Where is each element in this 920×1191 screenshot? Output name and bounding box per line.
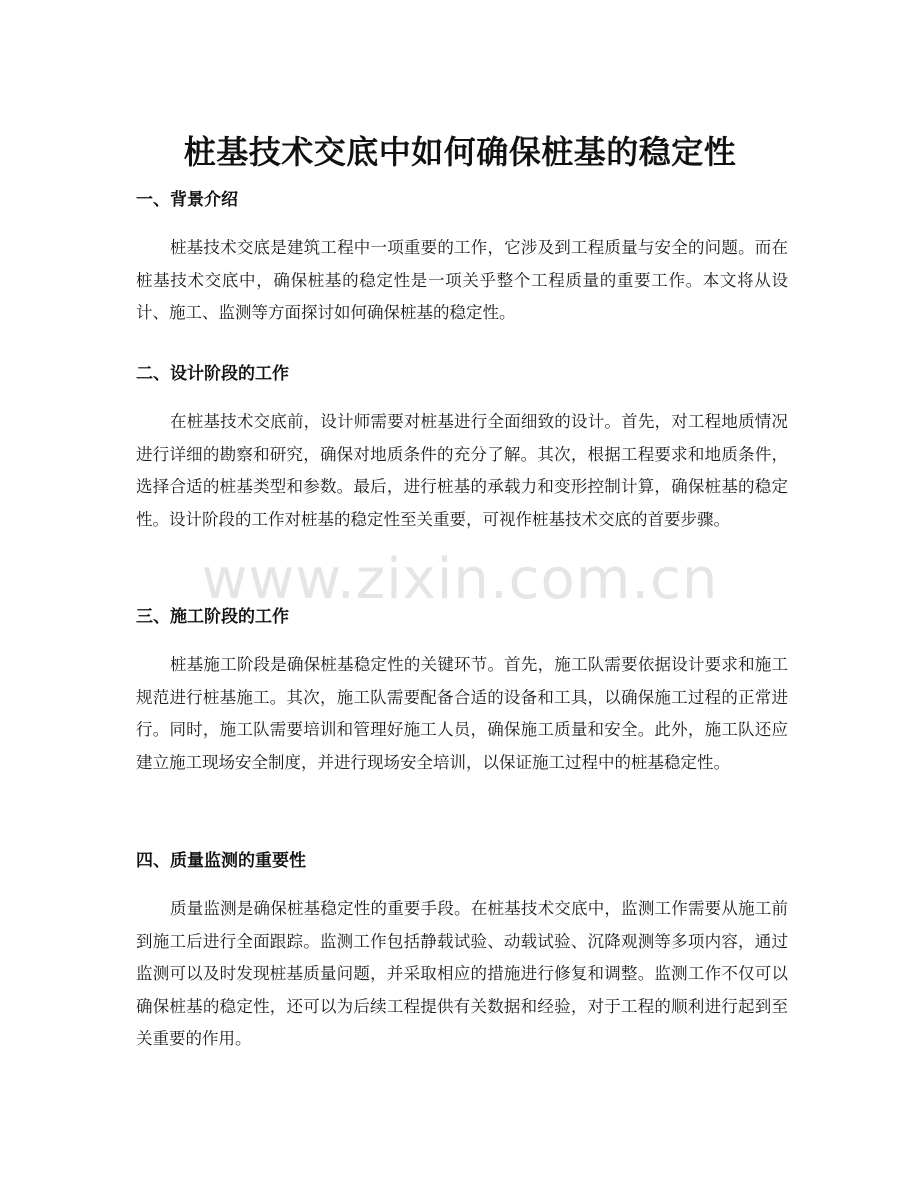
- section-heading: 二、设计阶段的工作: [136, 364, 289, 384]
- section-design-stage: [136, 362, 788, 536]
- watermark: www.zixin.com.cn: [201, 547, 719, 612]
- section-paragraph: 桩基施工阶段是确保桩基稳定性的关键环节。首先，施工队需要依据设计要求和施工规范进行桩基施工。其次，施工队需要配备合适的设备和工具，以确保施工过程的正常进行。同时，施工队需要培训和管理好施工人员，确保施工质量和安全。此外，施工队还应建立施工现场安全制度，并进行现场安全培训，以保证施工过程中的桩基稳定性。: [136, 655, 788, 772]
- section-paragraph: 桩基技术交底是建筑工程中一项重要的工作，它涉及到工程质量与安全的问题。而在桩基技术交底中，确保桩基的稳定性是一项关乎整个工程质量的重要工作。本文将从设计、施工、监测等方面探讨如何确保桩基的稳定性。: [136, 238, 788, 323]
- section-heading: 三、施工阶段的工作: [136, 607, 289, 627]
- page-title: 桩基技术交底中如何确保桩基的稳定性: [183, 133, 737, 172]
- section-heading: 四、质量监测的重要性: [136, 851, 306, 871]
- section-background: [136, 188, 788, 330]
- section-quality-monitoring: [136, 849, 788, 1056]
- section-heading: 一、背景介绍: [136, 190, 238, 210]
- section-paragraph: 在桩基技术交底前，设计师需要对桩基进行全面细致的设计。首先，对工程地质情况进行详细的勘察和研究，确保对地质条件的充分了解。其次，根据工程要求和地质条件，选择合适的桩基类型和参数。最后，进行桩基的承载力和变形控制计算，确保桩基的稳定性。设计阶段的工作对桩基的稳定性至关重要，可视作桩基技术交底的首要步骤。: [136, 412, 788, 529]
- section-construction-stage: [136, 605, 788, 779]
- section-paragraph: 质量监测是确保桩基稳定性的重要手段。在桩基技术交底中，监测工作需要从施工前到施工后进行全面跟踪。监测工作包括静载试验、动载试验、沉降观测等多项内容，通过监测可以及时发现桩基质量问题，并采取相应的措施进行修复和调整。监测工作不仅可以确保桩基的稳定性，还可以为后续工程提供有关数据和经验，对于工程的顺利进行起到至关重要的作用。: [136, 899, 788, 1049]
